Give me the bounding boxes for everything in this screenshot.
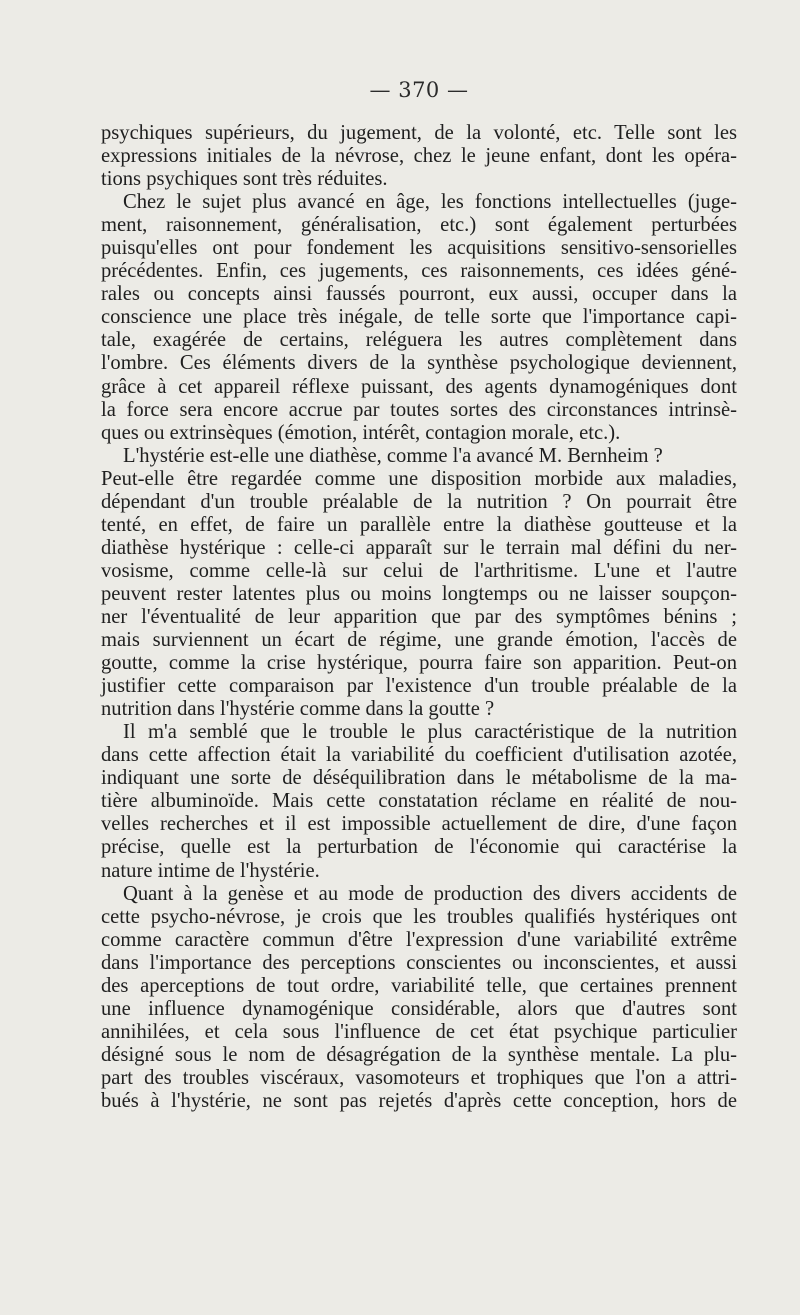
text-line: vosisme, comme celle-là sur celui de l'arthritisme. L'une et l'autre xyxy=(101,559,737,582)
text-line: part des troubles viscéraux, vasomoteurs et trophiques que l'on a attri- xyxy=(101,1066,737,1089)
text-line: tenté, en effet, de faire un parallèle entre la diathèse goutteuse et la xyxy=(101,513,737,536)
text-line: goutte, comme la crise hystérique, pourra faire son apparition. Peut-on xyxy=(101,652,737,675)
text-line: annihilées, et cela sous l'influence de cet état psychique particulier xyxy=(101,1020,737,1043)
text-line: tale, exagérée de certains, reléguera les autres complètement dans xyxy=(101,329,737,352)
text-line: mais surviennent un écart de régime, une grande émotion, l'accès de xyxy=(101,629,737,652)
text-line: L'hystérie est-elle une diathèse, comme l'a avancé M. Bernheim ? xyxy=(123,444,663,467)
text-line: précise, quelle est la perturbation de l'économie qui caractérise la xyxy=(101,836,737,859)
text-line: ques ou extrinsèques (émotion, intérêt, contagion morale, etc.). xyxy=(101,421,621,444)
text-line: comme caractère commun d'être l'expression d'une variabilité extrême xyxy=(101,928,737,951)
text-line: l'ombre. Ces éléments divers de la synthèse psychologique deviennent, xyxy=(101,352,737,375)
text-line: précédentes. Enfin, ces jugements, ces raisonnements, ces idées géné- xyxy=(101,260,737,283)
text-line: cette psycho-névrose, je crois que les troubles qualifiés hystériques ont xyxy=(101,905,737,928)
text-line: bués à l'hystérie, ne sont pas rejetés d'après cette conception, hors de xyxy=(101,1089,737,1112)
text-line: dans l'importance des perceptions conscientes ou inconscientes, et aussi xyxy=(101,951,737,974)
text-line: grâce à cet appareil réflexe puissant, des agents dynamogéniques dont xyxy=(101,375,737,398)
body-text xyxy=(101,122,737,1113)
text-line: Il m'a semblé que le trouble le plus caractéristique de la nutrition xyxy=(123,721,737,744)
text-line: dépendant d'un trouble préalable de la nutrition ? On pourrait être xyxy=(101,490,737,513)
text-line: désigné sous le nom de désagrégation de la synthèse mentale. La plu- xyxy=(101,1043,737,1066)
text-line: tière albuminoïde. Mais cette constatation réclame en réalité de nou- xyxy=(101,790,737,813)
text-line: une influence dynamogénique considérable, alors que d'autres sont xyxy=(101,997,737,1020)
text-line: tions psychiques sont très réduites. xyxy=(101,168,388,191)
text-line: dans cette affection était la variabilité du coefficient d'utilisation azotée, xyxy=(101,744,737,767)
text-line: ment, raisonnement, généralisation, etc.) sont également perturbées xyxy=(101,214,737,237)
page-number: — 370 — xyxy=(369,78,469,102)
text-line: la force sera encore accrue par toutes sortes des circonstances intrinsè- xyxy=(101,398,737,421)
text-line: des aperceptions de tout ordre, variabilité telle, que certaines prennent xyxy=(101,974,737,997)
text-line: expressions initiales de la névrose, chez le jeune enfant, dont les opéra- xyxy=(101,145,737,168)
text-line: nutrition dans l'hystérie comme dans la goutte ? xyxy=(101,698,495,721)
text-line: conscience une place très inégale, de telle sorte que l'importance capi- xyxy=(101,306,737,329)
text-line: nature intime de l'hystérie. xyxy=(101,859,320,882)
text-line: indiquant une sorte de déséquilibration dans le métabolisme de la ma- xyxy=(101,767,737,790)
text-line: Quant à la genèse et au mode de production des divers accidents de xyxy=(123,882,737,905)
text-line: ner l'éventualité de leur apparition que par des symptômes bénins ; xyxy=(101,605,737,628)
text-line: diathèse hystérique : celle-ci apparaît sur le terrain mal défini du ner- xyxy=(101,536,737,559)
text-line: justifier cette comparaison par l'existence d'un trouble préalable de la xyxy=(101,675,737,698)
text-line: puisqu'elles ont pour fondement les acquisitions sensitivo-sensorielles xyxy=(101,237,737,260)
text-line: Peut-elle être regardée comme une disposition morbide aux maladies, xyxy=(101,467,737,490)
text-line: peuvent rester latentes plus ou moins longtemps ou ne laisser soupçon- xyxy=(101,582,737,605)
text-line: psychiques supérieurs, du jugement, de la volonté, etc. Telle sont les xyxy=(101,122,737,144)
text-line: rales ou concepts ainsi faussés pourront, eux aussi, occuper dans la xyxy=(101,283,737,306)
text-line: Chez le sujet plus avancé en âge, les fonctions intellectuelles (juge- xyxy=(123,191,737,214)
text-line: velles recherches et il est impossible actuellement de dire, d'une façon xyxy=(101,813,737,836)
